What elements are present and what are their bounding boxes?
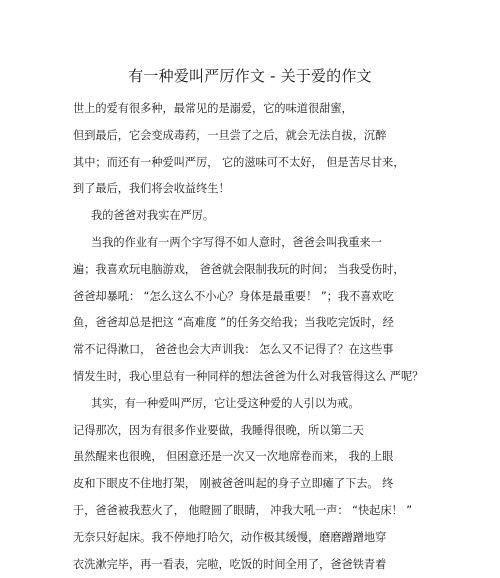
text-line: 我的爸爸对我实在严厉。: [91, 209, 215, 223]
text-line: 衣洗漱完毕，再一看表，完啦，吃饭的时间全用了，爸爸铁青着: [73, 557, 387, 571]
text-line: 于，爸爸被我惹火了， 他瞪圆了眼睛， 冲我大吼一声： “快起床！ ”: [73, 503, 413, 517]
article-title: 有一种爱叫严厉作文 - 关于爱的作文: [128, 67, 372, 85]
text-line: 遍；我喜欢玩电脑游戏， 爸爸就会限制我玩的时间； 当我受伤时，: [73, 262, 405, 276]
text-line: 皮和下眼皮不住地打架， 刚被爸爸叫起的身子立即瘫了下去。 终: [73, 477, 394, 491]
text-line: 虽然醒来也很晚， 但困意还是一次又一次地席卷而来， 我的上眼: [73, 450, 394, 464]
text-line: 记得那次，因为有很多作业要做，我睡得很晚，所以第二天: [73, 423, 364, 437]
text-line: 世上的爱有很多种，最常见的是溺爱，它的味道很甜蜜，: [73, 102, 353, 115]
text-line: 常不记得漱口， 爸爸也会大声训我： 怎么又不记得了？在这些事: [73, 343, 394, 357]
article-body: [73, 96, 493, 578]
text-line: 到了最后，我们将会收益终生！: [73, 182, 230, 196]
text-line: 当我的作业有一两个字写得不如人意时，爸爸会叫我重来一: [91, 235, 382, 249]
text-line: 情发生时，我心里总有一种同样的想法爸爸为什么对我管得这么 严呢？: [73, 369, 424, 383]
text-line: 鱼，爸爸却总是把这 “高难度 ”的任务交给我；当我吃完饭时，经: [73, 316, 394, 330]
text-line: 其实，有一种爱叫严厉，它让受这种爱的人引以为戒。: [91, 396, 360, 410]
text-line: 其中；而还有一种爱叫严厉， 它的滋味可不太好， 但是苦尽甘来，: [73, 155, 405, 169]
text-line: 无奈只好起床。我不停地打哈欠，动作极其缓慢，磨磨蹭蹭地穿: [73, 530, 387, 544]
text-line: 爸爸却暴吼： “怎么这么不小心？身体是最重要！ ”；我不喜欢吃: [73, 289, 394, 303]
text-line: 但到最后，它会变成毒药，一旦尝了之后，就会无法自拔，沉醉: [73, 128, 387, 142]
